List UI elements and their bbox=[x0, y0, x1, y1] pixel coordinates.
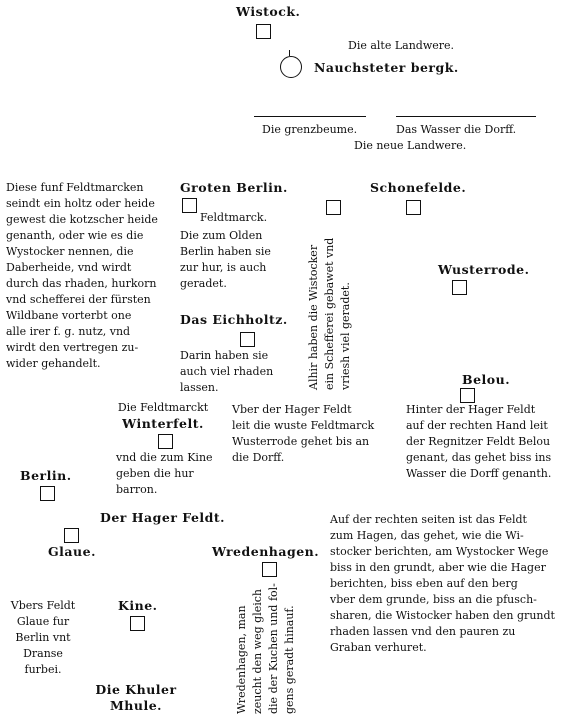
text-vertical-wredenhagen: Wredenhagen, man zeucht den weg gleich die der Kuchen und fol- gens geradt hinauf. bbox=[235, 583, 296, 714]
wood-square-icon bbox=[240, 332, 255, 347]
place-groten-berlin: Groten Berlin. bbox=[180, 180, 288, 195]
label-alte-landwere: Die alte Landwere. bbox=[348, 39, 455, 52]
place-wistock: Wistock. bbox=[236, 4, 301, 19]
text-vertical-schefferei: Alhir haben die Wistocker ein Schefferei gebawet vnd vriesh viel geradet. bbox=[307, 237, 352, 390]
village-square-icon bbox=[460, 388, 475, 403]
village-square-icon bbox=[256, 24, 271, 39]
hill-circle-icon bbox=[280, 56, 302, 78]
place-belou: Belou. bbox=[462, 372, 511, 387]
village-square-icon bbox=[64, 528, 79, 543]
text-belou: Hinter der Hager Feldt auf der rechten Hand leit der Regnitzer Feldt Belou genant, das gehet biss ins Wasser die Dorff genanth. bbox=[406, 403, 552, 480]
place-schonefelde: Schonefelde. bbox=[370, 180, 467, 195]
place-kine: Kine. bbox=[118, 598, 158, 613]
boundary-line bbox=[254, 116, 366, 117]
text-hager-middle: Vber der Hager Feldt leit die wuste Feldtmarck Wusterrode gehet bis an die Dorff. bbox=[232, 403, 375, 464]
place-wusterrode: Wusterrode. bbox=[438, 262, 530, 277]
hill-marker-icon bbox=[289, 50, 294, 56]
label-feldtmarckt: Die Feldtmarckt bbox=[117, 401, 209, 414]
village-square-icon bbox=[40, 486, 55, 501]
place-eichholtz: Das Eichholtz. bbox=[180, 312, 288, 327]
text-winterfelt: vnd die zum Kine geben die hur barron. bbox=[116, 451, 213, 496]
place-mhule: Mhule. bbox=[109, 698, 163, 713]
place-berlin: Berlin. bbox=[20, 468, 72, 483]
place-wredenhagen: Wredenhagen. bbox=[212, 544, 320, 559]
text-left-block: Diese funf Feldtmarcken seindt ein holtz oder heide gewest die kotzscher heide genanth, oder wie es die Wystocker nennen, die Daberheide, vnd wirdt durch das rhaden, hurkorn vnd schefferei der fürsten Wildbane vorterbt one alle irer f. g. nutz, vnd wirdt den vertregen zu- wider gehandelt. bbox=[6, 181, 158, 370]
text-eichholtz: Darin haben sie auch viel rhaden lassen. bbox=[180, 349, 274, 394]
schefferei-square-icon bbox=[326, 200, 341, 215]
village-square-icon bbox=[452, 280, 467, 295]
text-groten-berlin: Die zum Olden Berlin haben sie zur hur, is auch geradet. bbox=[180, 229, 271, 290]
place-nauchsteter-bergk: Nauchsteter bergk. bbox=[314, 60, 459, 75]
place-khuler: Die Khuler bbox=[95, 682, 177, 697]
village-square-icon bbox=[182, 198, 197, 213]
village-square-icon bbox=[130, 616, 145, 631]
village-square-icon bbox=[158, 434, 173, 449]
text-hagen-block: Auf der rechten seiten ist das Feldt zum Hagen, das gehet, wie die Wi- stocker berichten, am Wystocker Wege biss in den grundt, aber wie die Hager berichten, biss eben auf den berg vber dem grunde, biss an die pfusch- sharen, die Wistocker haben den grundt rhaden lassen vnd den pauren zu Graban verhuret. bbox=[330, 513, 555, 654]
label-grenzbeume: Die grenzbeume. bbox=[262, 123, 358, 136]
village-square-icon bbox=[262, 562, 277, 577]
place-winterfelt: Winterfelt. bbox=[122, 416, 204, 431]
place-hager-feldt: Der Hager Feldt. bbox=[100, 510, 226, 525]
boundary-line bbox=[396, 116, 536, 117]
village-square-icon bbox=[406, 200, 421, 215]
label-wasser-dorff: Das Wasser die Dorff. bbox=[396, 123, 517, 136]
label-feldtmarck: Feldtmarck. bbox=[200, 211, 268, 224]
place-glaue: Glaue. bbox=[48, 544, 96, 559]
label-neue-landwere: Die neue Landwere. bbox=[354, 139, 467, 152]
text-glaue: Vbers Feldt Glaue fur Berlin vnt Dranse furbei. bbox=[10, 599, 76, 676]
